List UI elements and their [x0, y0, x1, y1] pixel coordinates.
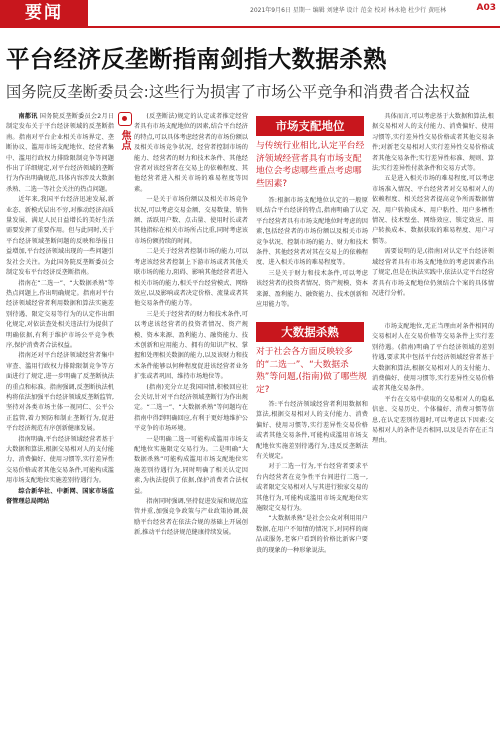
paragraph: 近年来,我国平台经济迅速发展,新业态、新模式层出不穷,对推动经济高质量发展、满足人民日益增长的美好生活需要发挥了重要作用。但与此同时,关于平台经济领域垄断问题的反映和举报日益增加,平台经济领域出现的一些问题引发社会关注。为此国务院反垄断委员会制定发布平台经济反垄断指南。	[6, 196, 114, 277]
header-rule	[0, 26, 500, 28]
page-number: A03	[476, 3, 496, 13]
paragraph: 市场支配地位,无正当理由对条件相同的交易相对人在交易价格等交易条件上实行差别待遇。(指南)明确了平台经济领域的差别待遇,要求其中包括平台经济领域经营者基于大数据和算法,根据交易相对人的支付能力、消费偏好、使用习惯等,实行差异性交易价格或者其他交易条件。	[372, 323, 494, 393]
article-column-4-lower	[372, 322, 494, 744]
paragraph: 需要说明的是,(指南)对认定平台经济领域经营者具有市场支配地位的考虑因素作出了规定,但是在执法实践中,依法认定平台经营者具有市场支配地位仍须结合个案的具体情况进行分析。	[372, 248, 494, 297]
box-question-big-data: 对于社会各方面反映较多的“二选一”、“大数据杀熟”等问题,(指南)做了哪些规定?	[256, 347, 367, 395]
paragraph: 指南在“二选一”、“大数据杀熟”等热点问题上,作出明确规定。指南对平台经济领域经营者利用数据和算法实施差别待遇、限定交易等行为的认定作出细化规定,对依法查处相关违法行为提供了明确依据,有利于维护市场公平竞争秩序,保护消费者合法权益。	[6, 279, 114, 349]
focus-badge	[118, 112, 132, 150]
box-question-market-dominance: 与传统行业相比,认定平台经济领域经营者具有市场支配地位会考虑哪些重点考虑哪些因素?	[256, 141, 365, 189]
paragraph: 一是明确二选一可能构成滥用市场支配地位实施限定交易行为。二是明确“大数据杀熟”可能构成滥用市场支配地位实施差别待遇行为,同时明确了相关认定因素,为执法提供了依据,保护消费者合法权益。	[134, 435, 248, 495]
paragraph: 平台在交易中获取的交易相对人的隐私信息、交易历史、个体偏好、消费习惯等信息,在认定差别待遇时,可以考虑以下因素:交易相对人的条件是否相同,以及是否存在正当理由。	[372, 395, 494, 445]
article-column-1	[6, 112, 114, 744]
paragraph: 指南还对平台经济领域经营者集中审查、滥用行政权力排除限制竞争等方面进行了规定,进一步明确了反垄断执法的重点和标准。指南强调,反垄断执法机构将依法加强平台经济领域反垄断监管,坚持对各类市场主体一视同仁、公平公正监管,着力预防和制止垄断行为,促进平台经济规范有序创新健康发展。	[6, 352, 114, 433]
paragraph: 五是进入相关市场的难易程度,可以考虑市场准入情况、平台经营者对交易相对人的依赖程度、相关经营者提高竞争所需数据情况、用户转换成本、用户粘性、用户多栖性情况、技术壁垒、网络效应、锁定效应、用户转换成本、数据获取的难易程度、用户习惯等。	[372, 175, 494, 245]
article-column-2	[134, 112, 248, 744]
paragraph: (指南)充分立足我国国情,积极回应社会关切,针对平台经济领域垄断行为作出规定。“二选一”、“大数据杀熟”等问题均在指南中得到明确回应,有利于更好地维护公平竞争的市场环境。	[134, 383, 248, 433]
paragraph: (反垄断法)规定的认定或者推定经营者具有市场支配地位的因素,结合平台经济的特点,可以具体考虑经营者的市场份额以及相关市场竞争状况、经营者控制市场的能力、经营者的财力和技术条件、其他经营者对该经营者在交易上的依赖程度、其他经营者进入相关市场的难易程度等因素。	[134, 113, 248, 193]
page-masthead	[0, 0, 500, 23]
box-body-big-data	[256, 400, 368, 744]
paragraph: “大数据杀熟”是社会公众对利用用户数据,在用户不知情的情况下,对同样的商品或服务,老客户看到的价格比新客户要贵的现象的一种形象说法。	[256, 515, 368, 554]
paragraph: 指南同时强调,坚持促进发展和规范监管并重,加强竞争政策与产业政策协调,鼓励平台经营者在依法合规的基础上开展创新,推动平台经济规范健康持续发展。	[134, 498, 248, 537]
byline: 南都讯	[18, 113, 38, 120]
paragraph: 答:平台经济领域经营者利用数据和算法,根据交易相对人的支付能力、消费偏好、使用习惯等,实行差异性交易价格或者其他交易条件,可能构成滥用市场支配地位实施差别待遇行为,违反反垄断法有关规定。	[256, 401, 368, 461]
paragraph: 二是关于经营者控制市场的能力,可以考虑该经营者控制上下游市场或者其他关联市场的能力,阻碍、影响其他经营者进入相关市场的能力,相关平台经营模式、网络效应,以及影响或者决定价格、流量或者其他交易条件的能力等。	[134, 248, 248, 308]
box-title-market-dominance: 市场支配地位	[256, 116, 364, 136]
paragraph: 三是关于经营者的财力和技术条件,可以考虑该经营者的投资者情况、资产规模、资本来源、盈利能力、融资能力、技术创新和应用能力、拥有的知识产权、掌握和处理相关数据的能力,以及该财力和技术条件能够以何种程度促进该经营者业务扩张或者巩固、维持市场地位等。	[134, 310, 248, 381]
paragraph: 指南明确,平台经济领域经营者基于大数据和算法,根据交易相对人的支付能力、消费偏好、使用习惯等,实行差异性交易价格或者其他交易条件,可能构成滥用市场支配地位实施差别待遇行为。	[6, 435, 114, 485]
paragraph: 三是关于财力和技术条件,可以考虑该经营者的投资者情况、资产规模、资本来源、盈利能力、融资能力、技术创新和应用能力等。	[256, 269, 368, 309]
paragraph: 对于二选一行为,平台经营者要求平台内经营者在竞争性平台间进行二选一,或者限定交易相对人与其进行独家交易的其他行为,可能构成滥用市场支配地位实施限定交易行为。	[256, 463, 368, 513]
paragraph: 一是关于市场份额以及相关市场竞争状况,可以考虑交易金额、交易数量、销售额、活跃用户数、点击量、使用时长或者其他指标在相关市场所占比重,同时考虑该市场份额持续的时间。	[134, 196, 248, 245]
focus-label: 焦点	[119, 130, 130, 150]
paragraph: 具体而言,可以考虑基于大数据和算法,根据交易相对人的支付能力、消费偏好、使用习惯等,实行差异性交易价格或者其他交易条件;对新老交易相对人实行差异性交易价格或者其他交易条件;实行差异性标准、规则、算法;实行差异性付款条件和交易方式等。	[372, 113, 494, 173]
source-credit: 综合新华社、中新网、国家市场监督管理总局网站	[6, 487, 114, 506]
article-subheadline: 国务院反垄断委员会:这些行为损害了市场公平竞争和消费者合法权益	[6, 83, 471, 101]
focus-icon	[118, 112, 132, 126]
section-tab: 要闻	[0, 0, 88, 26]
box-title-big-data: 大数据杀熟	[256, 322, 364, 342]
article-headline: 平台经济反垄断指南剑指大数据杀熟	[6, 45, 387, 73]
article-column-4-upper	[372, 112, 494, 308]
paragraph-text: 国务院反垄断委员会2月日制定发布关于平台经济领域的反垄断指南。指南对平台企业相关市场界定、垄断协议、滥用市场支配地位、经营者集中、滥用行政权力排除限制竞争等问题作出了详细规定,对平台经济领域的垄断行为作出明确规范,具体内容涉及大数据杀熟、二选一等社会关注的热点问题。	[6, 113, 114, 193]
paragraph	[6, 112, 114, 195]
issue-info: 2021年9月6日 星期一 编辑 刘建华 设计 范金 校对 林永艳 杜少行 黄旺林	[250, 7, 447, 14]
paragraph: 答:根据市场支配地位认定的一般原则,结合平台经济的特点,指南明确了认定平台经营者具有市场支配地位时考虑的因素,包括经营者的市场份额以及相关市场竞争状况、控制市场的能力、财力和技术条件、其他经营者对其在交易上的依赖程度、进入相关市场的难易程度等。	[256, 197, 368, 267]
